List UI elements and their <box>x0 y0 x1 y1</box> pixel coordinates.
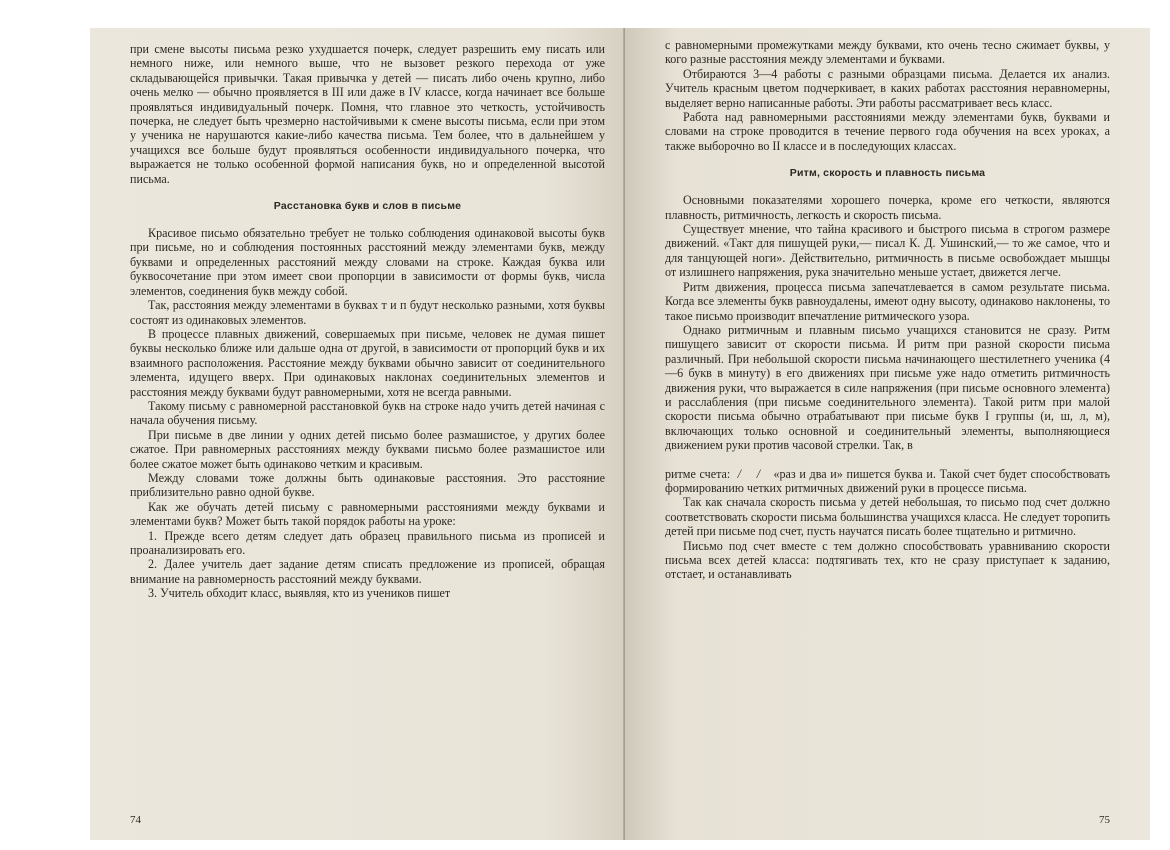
handwriting-stroke-sample: / / <box>737 466 767 481</box>
paragraph: Так как сначала скорость письма у детей небольшая, то письмо под счет должно соответствовать скорости письма большинства учащихся класса. Не следует торопить детей при письме под счет, пусть научатся писать более тщательно и ритмично. <box>665 495 1110 539</box>
paragraph: В процессе плавных движений, совершаемых при письме, человек не думая пишет буквы несколько ближе или дальше одна от другой, в зависимости от пропорций букв и их взаимного расположения. Расстояние между буквами обычно зависит от соединительного элемента, идущего вверх. При одинаковых наклонах соединительных элементов и расстояния между буквами будут равномерными, хотя не всегда равными. <box>130 326 605 399</box>
paragraph: при смене высоты письма резко ухудшается почерк, следует разрешить ему писать или немного ниже, или немного выше, что не вызовет резкого перехода от уже складывающейся привычки. Такая привычка у детей — писать либо очень крупно, либо очень мелко — обычно проявляется в III или даже в IV классе, когда начинает все больше проявляться индивидуальный почерк. Помня, что главное это четкость, устойчивость почерка, не следует быть чрезмерно настойчивыми к смене высоты письма, если при этом у ученика не нарушаются какие-либо качества письма. Тем более, что в дальнейшем у учащихся все больше будут проявляться особенности индивидуального почерка, что выражается не только особенной формой написания букв, но и определенной высотой письма. <box>130 42 605 186</box>
page-number: 74 <box>130 814 141 826</box>
list-item: 3. Учитель обходит класс, выявляя, кто из учеников пишет <box>148 586 451 601</box>
section-heading: Расстановка букв и слов в письме <box>273 200 462 213</box>
paragraph: Ритм движения, процесса письма запечатлевается в самом результате письма. Когда все элементы букв равноудалены, имеют одну высоту, одинаково наклонены, то такое письмо производит впечатление ритмического узора. <box>665 279 1110 323</box>
paragraph: Как же обучать детей письму с равномерными расстояниями между буквами и элементами букв? Может быть такой порядок работы на уроке: <box>130 499 605 529</box>
rhythm-paragraph <box>665 467 1110 496</box>
paragraph: Красивое письмо обязательно требует не только соблюдения одинаковой высоты букв при письме, но и соблюдения постоянных расстояний между элементами букв, между буквами и определенных расстояний между словами на строке. Каждая буква или буквосочетание при этом имеет свои пропорции в зависимости от формы букв, числа элементов, соединения букв между собой. <box>130 226 605 298</box>
paragraph: Отбираются 3—4 работы с разными образцами письма. Делается их анализ. Учитель красным цветом подчеркивает, в каких работах расстояния неравномерны, выделяет верно написанные работы. Эти работы рассматривает весь класс. <box>665 66 1110 110</box>
section-heading: Ритм, скорость и плавность письма <box>789 167 986 180</box>
page-number: 75 <box>1099 814 1110 826</box>
paragraph: Однако ритмичным и плавным письмо учащихся становится не сразу. Ритм пишущего зависит от скорости письма. И ритм при разной скорости письма различный. При небольшой скорости письма начинающего шестилетнего ученика (4—6 букв в минуту) в его движениях при письме уже надо отметить ритмичность движения руки, что выражается в силе напряжения (при письме основного элемента) и расслабления (при письме соединительного элемента). Такой ритм при малой скорости письма обычно отрабатывают при письме букв I группы (и, ш, л, м), включающих только основной и соединительный элементы, выполняющиеся движением руки против часовой стрелки. Так, в <box>665 322 1110 453</box>
rhythm-suffix: «раз и два и» пишется буква и. Такой счет будет способствовать формированию четких ритмичных движений руки в процессе письма. <box>665 466 1111 495</box>
rhythm-prefix: ритме счета: <box>665 466 731 481</box>
paragraph: Так, расстояния между элементами в буквах т и п будут несколько разными, хотя буквы состоят из одинаковых элементов. <box>130 298 605 327</box>
paragraph: Существует мнение, что тайна красивого и быстрого письма в строгом размере движений. «Такт для пишущей руки,— писал К. Д. Ушинский,— то же самое, что и для танцующей ноги». Действительно, ритмичность в письме освобождает мышцы от излишнего напряжения, рука значительно меньше устает, движется легче. <box>665 222 1110 280</box>
paragraph: Основными показателями хорошего почерка, кроме его четкости, являются плавность, ритмичность, легкость и скорость письма. <box>665 193 1110 222</box>
right-page <box>625 28 1150 840</box>
left-page <box>90 28 625 840</box>
list-item: 2. Далее учитель дает задание детям списать предложение из прописей, обращая внимание на равномерность расстояний между буквами. <box>130 557 605 586</box>
paragraph: Письмо под счет вместе с тем должно способствовать уравниванию скорости письма всех детей класса: подтягивать тех, кто не сразу приступает к заданию, отстает, и останавливать <box>665 538 1110 582</box>
paragraph: При письме в две линии у одних детей письмо более размашистое, у других более сжатое. При равномерных расстояниях между буквами письмо более размашистое или более сжатое может быть одинаково четким и красивым. <box>130 427 605 471</box>
paragraph: Такому письму с равномерной расстановкой букв на строке надо учить детей начиная с начала обучения письму. <box>130 398 605 428</box>
paragraph: с равномерными промежутками между буквами, кто очень тесно сжимает буквы, у кого разные расстояния между элементами и буквами. <box>665 38 1110 67</box>
paragraph: Работа над равномерными расстояниями между элементами букв, буквами и словами на строке проводится в течение первого года обучения на всех уроках, а также выборочно во II классе и в последующих классах. <box>665 110 1110 153</box>
book-spread <box>90 28 1150 840</box>
list-item: 1. Прежде всего детям следует дать образец правильного письма из прописей и проанализировать его. <box>130 528 605 557</box>
paragraph: Между словами тоже должны быть одинаковые расстояния. Это расстояние приблизительно равно одной букве. <box>130 470 605 500</box>
